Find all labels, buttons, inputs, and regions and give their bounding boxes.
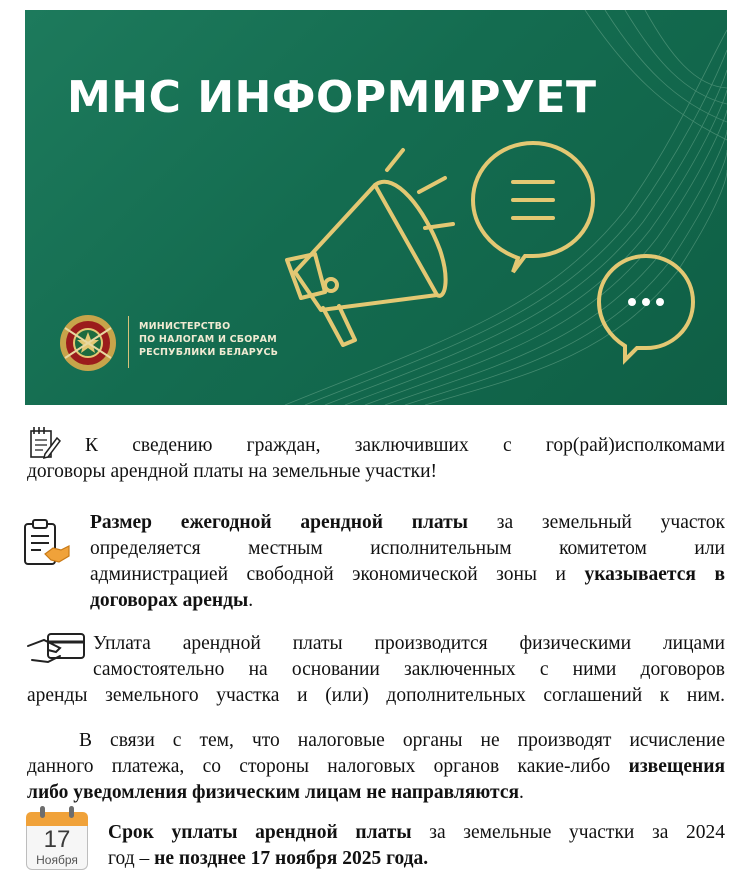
tax-notice-line: В связи с тем, что налоговые органы не производят исчисление: [79, 730, 725, 751]
rent-size-line: [90, 562, 725, 588]
calendar-day: 17: [43, 826, 71, 853]
banner-title: МНС ИНФОРМИРУЕТ: [67, 72, 597, 123]
rent-size-bold: договорах аренды: [90, 590, 249, 611]
payment-line: самостоятельно на основании заключенных с ними договоров: [93, 659, 725, 680]
tax-notice-text: .: [519, 782, 524, 803]
notice-line: К сведению граждан, заключивших с гор(рай)исполкомами: [85, 435, 725, 456]
rent-size-text: администрацией свободной экономической зоны и: [90, 564, 585, 585]
tax-notice-paragraph: [27, 728, 725, 806]
rent-size-text: за земельный участок: [467, 512, 725, 533]
rent-size-text: .: [248, 590, 254, 611]
megaphone-icon: [287, 150, 453, 345]
calendar-icon: [26, 806, 88, 870]
tax-notice-line: [27, 754, 725, 780]
ministry-emblem: [57, 312, 119, 374]
tax-notice-text: данного платежа, со стороны налоговых органов какие-либо: [27, 756, 629, 777]
calendar-ring: [69, 806, 74, 818]
deadline-paragraph: [108, 820, 725, 872]
rent-size-bold: указывается в: [584, 564, 725, 585]
info-banner: [25, 10, 727, 405]
rent-size-line: определяется местным исполнительным комитетом или: [90, 538, 725, 559]
clipboard-handshake-icon: [21, 518, 71, 568]
ministry-line: МИНИСТЕРСТВО: [139, 321, 231, 332]
chat-dots-icon: [599, 256, 693, 360]
deadline-line: [108, 820, 725, 846]
rent-size-line: [90, 588, 725, 614]
rent-size-paragraph: [90, 510, 725, 614]
payment-line: аренды земельного участка и (или) дополнительных соглашений к ним.: [27, 685, 725, 706]
notice-line: договоры арендной платы на земельные участки!: [27, 461, 438, 482]
tax-notice-bold: извещения: [628, 756, 725, 777]
deadline-bold: Срок уплаты арендной платы: [108, 822, 412, 843]
calendar-ring: [40, 806, 45, 818]
calendar-month: Ноября: [36, 853, 78, 867]
banner-illustration: [25, 10, 727, 405]
ministry-divider: [128, 316, 129, 368]
deadline-text: за земельные участки за 2024: [411, 822, 725, 843]
deadline-text: год –: [108, 848, 155, 869]
ministry-name: [139, 320, 278, 359]
rent-size-bold: Размер ежегодной арендной платы: [90, 512, 468, 533]
ministry-line: РЕСПУБЛИКИ БЕЛАРУСЬ: [139, 347, 279, 358]
deadline-bold: не позднее 17 ноября 2025 года.: [154, 848, 429, 869]
chat-menu-icon: [473, 143, 593, 272]
deadline-line: [108, 846, 725, 872]
rent-size-line: [90, 510, 725, 536]
payment-line: Уплата арендной платы производится физическими лицами: [93, 633, 725, 654]
tax-notice-bold: либо уведомления физическим лицам не направляются: [27, 782, 520, 803]
notice-paragraph: [27, 433, 725, 485]
calendar-header: [26, 812, 88, 826]
ministry-line: ПО НАЛОГАМ И СБОРАМ: [139, 334, 277, 345]
payment-paragraph: [27, 631, 725, 709]
tax-notice-line: [27, 780, 725, 806]
